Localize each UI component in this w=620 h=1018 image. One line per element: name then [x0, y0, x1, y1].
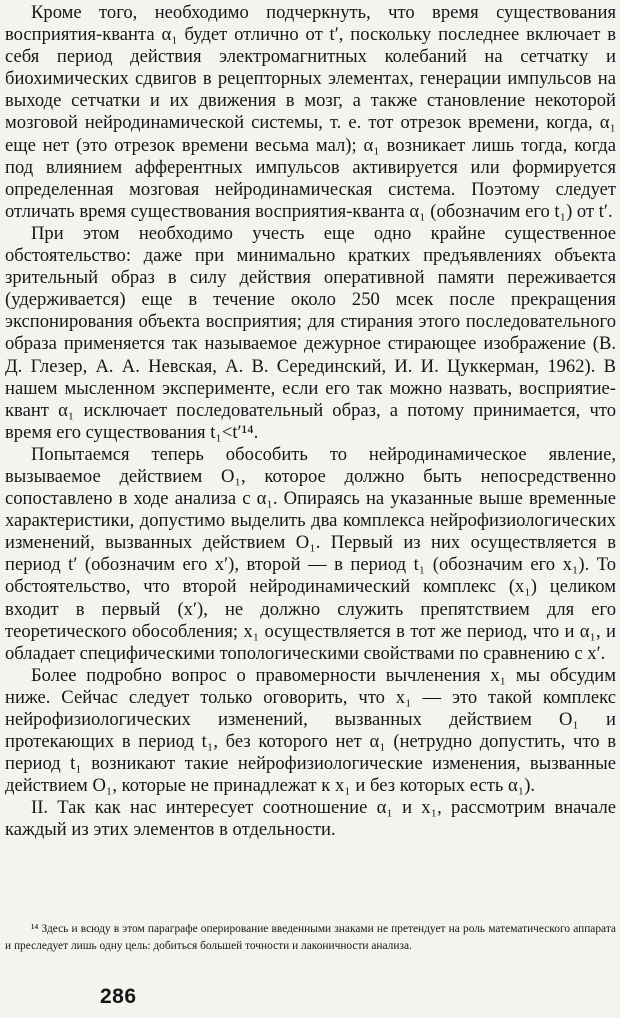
- paragraph-1: Кроме того, необходимо подчеркнуть, что время существования восприятия-кванта α₁ будет отлично от t′, поскольку последнее включает в себя период действия электромагнитных колебаний на сетчатку и биохимических сдвигов в рецепторных элементах, генерации импульсов на выходе сетчатки и их движения в мозг, а также становление некоторой мозговой нейродинамической системы, т. е. тот отрезок времени, когда, α₁ еще нет (это отрезок времени весьма мал); α₁ возникает лишь тогда, когда под влиянием афферентных импульсов активируется или формируется определенная мозговая нейродинамическая система. Поэтому следует отличать время существования восприятия-кванта α₁ (обозначим его t₁) от t′.: [5, 2, 616, 222]
- main-text: [5, 2, 616, 842]
- paragraph-4: Более подробно вопрос о правомерности вычленения x₁ мы обсудим ниже. Сейчас следует только оговорить, что x₁ — это такой комплекс нейрофизиологических изменений, вызванных действием O₁ и протекающих в период t₁, без которого нет α₁ (нетрудно допустить, что в период t₁ возникают такие нейрофизиологические изменения, вызванные действием O₁, которые не принадлежат к x₁ и без которых есть α₁).: [5, 664, 616, 797]
- paragraph-3: Попытаемся теперь обособить то нейродинамическое явление, вызываемое действием O₁, которое должно быть непосредственно сопоставлено в ходе анализа с α₁. Опираясь на указанные выше временные характеристики, допустимо выделить два комплекса нейрофизиологических изменений, вызванных действием O₁. Первый из них осуществляется в период t′ (обозначим его x′), второй — в период t₁ (обозначим его x₁). То обстоятельство, что второй нейродинамический комплекс (x₁) целиком входит в первый (x′), не должно служить препятствием для его теоретического обособления; x₁ осуществляется в тот же период, что и α₁, и обладает специфическими топологическими свойствами по сравнению с x′.: [5, 443, 616, 664]
- page-number: 286: [100, 985, 137, 1008]
- paragraph-5: II. Так как нас интересует соотношение α₁ и x₁, рассмотрим вначале каждый из этих элементов в отдельности.: [5, 797, 616, 841]
- footnote: ¹⁴ Здесь и всюду в этом параграфе оперирование введенными знаками не претендует на роль математического аппарата и преследует лишь одну цель: добиться большей точности и лаконичности анализа.: [5, 923, 616, 952]
- paragraph-2: При этом необходимо учесть еще одно крайне существенное обстоятельство: даже при минимально кратких предъявлениях объекта зрительный образ в силу действия оперативной памяти переживается (удерживается) еще в течение около 250 мсек после прекращения экспонирования объекта восприятия; для стирания этого последовательного образа применяется так называемое дежурное стирающее изображение (В. Д. Глезер, А. А. Невская, А. В. Серединский, И. И. Цуккерман, 1962). В нашем мысленном эксперименте, если его так можно назвать, восприятие-квант α₁ исключает последовательный образ, а потому принимается, что время его существования t₁<t′¹⁴.: [5, 222, 616, 443]
